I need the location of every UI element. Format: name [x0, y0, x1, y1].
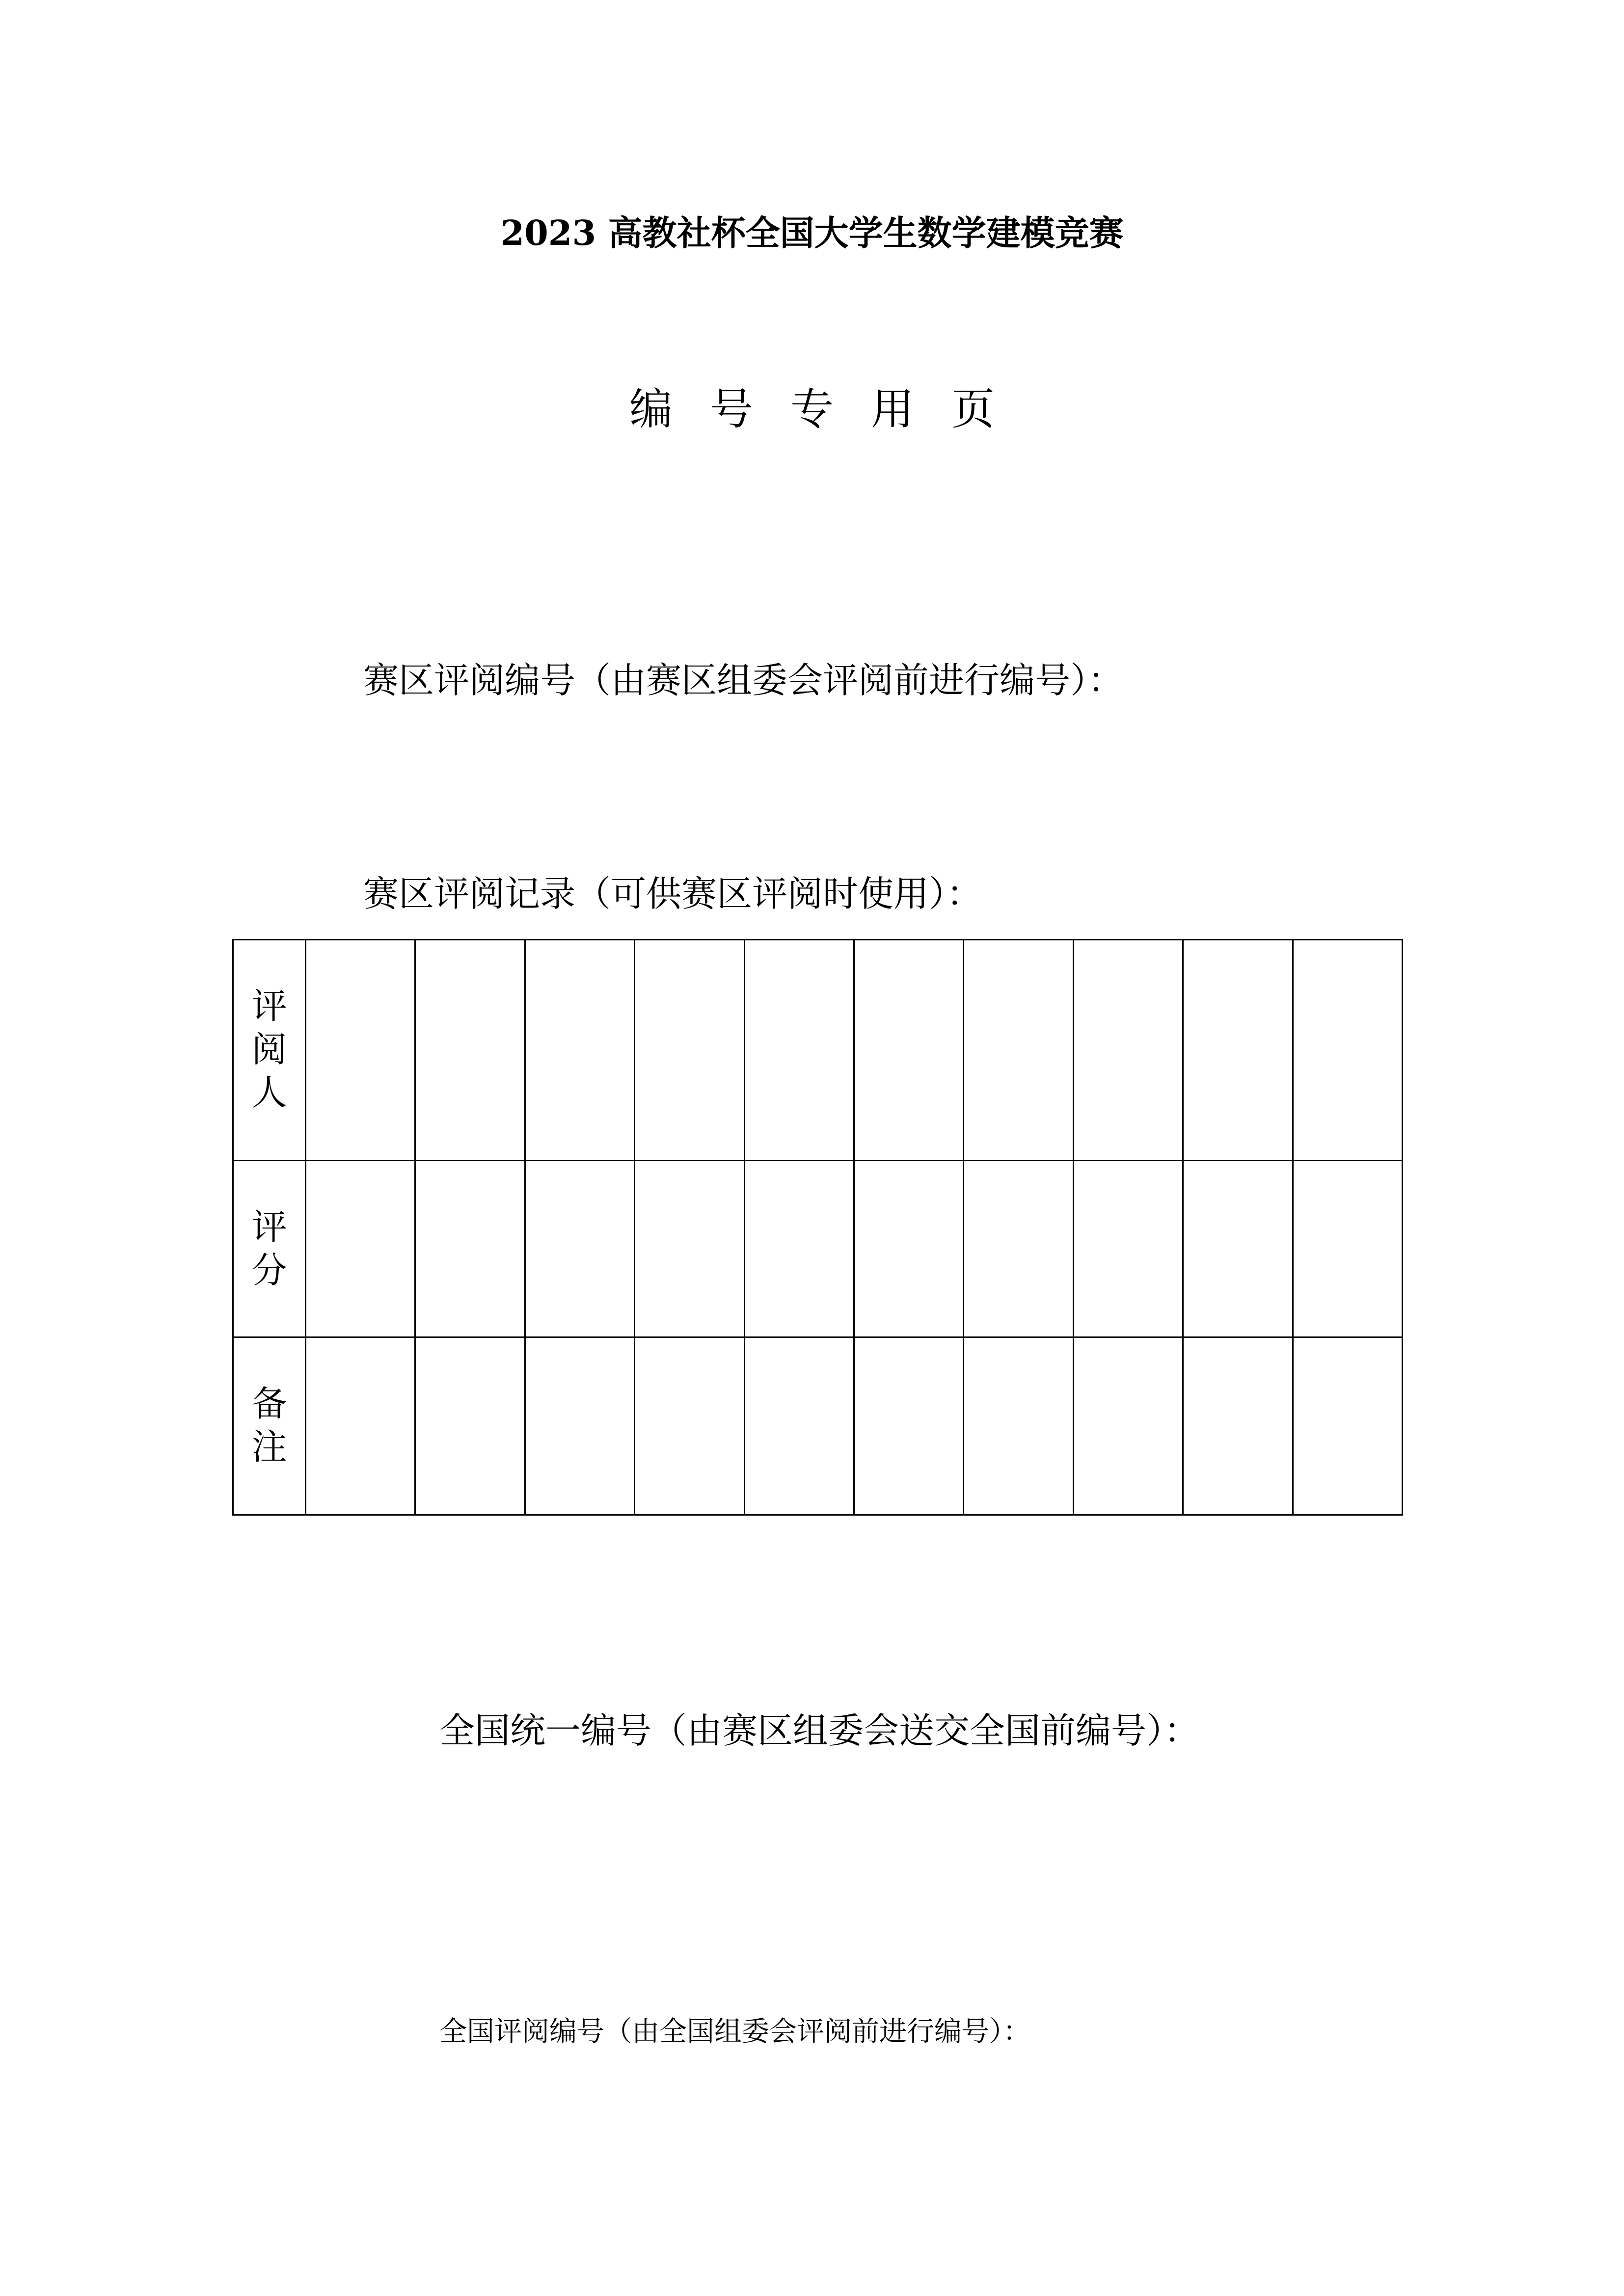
remarks-cell[interactable] — [854, 1337, 963, 1515]
reviewer-cell[interactable] — [1073, 940, 1183, 1161]
reviewer-cell[interactable] — [854, 940, 963, 1161]
reviewer-cell[interactable] — [525, 940, 634, 1161]
page-title: 2023 高教社杯全国大学生数学建模竞赛 — [500, 213, 1124, 253]
score-cell[interactable] — [415, 1161, 525, 1337]
remarks-cell[interactable] — [415, 1337, 525, 1515]
review-record-table — [232, 939, 1403, 1516]
subtitle-char: 专 — [790, 384, 834, 434]
row-header-reviewer: 评阅人 — [233, 940, 306, 1161]
subtitle-char: 用 — [871, 384, 915, 434]
remarks-cell[interactable] — [964, 1337, 1073, 1515]
score-cell[interactable] — [1073, 1161, 1183, 1337]
table-row-remarks — [233, 1337, 1403, 1515]
reviewer-cell[interactable] — [306, 940, 415, 1161]
reviewer-cell[interactable] — [635, 940, 744, 1161]
remarks-cell[interactable] — [635, 1337, 744, 1515]
reviewer-cell[interactable] — [1293, 940, 1402, 1161]
remarks-cell[interactable] — [525, 1337, 634, 1515]
reviewer-cell[interactable] — [744, 940, 854, 1161]
score-cell[interactable] — [1293, 1161, 1402, 1337]
page-subtitle — [0, 384, 1624, 434]
score-cell[interactable] — [525, 1161, 634, 1337]
table-row-score — [233, 1161, 1403, 1337]
national-unified-number-label: 全国统一编号（由赛区组委会送交全国前编号）： — [439, 1710, 1200, 1751]
score-cell[interactable] — [854, 1161, 963, 1337]
remarks-cell[interactable] — [306, 1337, 415, 1515]
subtitle-char: 编 — [629, 384, 673, 434]
score-cell[interactable] — [635, 1161, 744, 1337]
remarks-cell[interactable] — [1293, 1337, 1402, 1515]
row-header-score: 评分 — [233, 1161, 306, 1337]
regional-review-number-label: 赛区评阅编号（由赛区组委会评阅前进行编号）： — [363, 660, 1124, 701]
regional-review-record-label: 赛区评阅记录（可供赛区评阅时使用）： — [363, 873, 982, 914]
remarks-cell[interactable] — [744, 1337, 854, 1515]
table-row-reviewer — [233, 940, 1403, 1161]
score-cell[interactable] — [306, 1161, 415, 1337]
reviewer-cell[interactable] — [415, 940, 525, 1161]
score-cell[interactable] — [964, 1161, 1073, 1337]
reviewer-cell[interactable] — [964, 940, 1073, 1161]
reviewer-cell[interactable] — [1183, 940, 1293, 1161]
subtitle-char: 页 — [951, 384, 995, 434]
score-cell[interactable] — [744, 1161, 854, 1337]
remarks-cell[interactable] — [1183, 1337, 1293, 1515]
remarks-cell[interactable] — [1073, 1337, 1183, 1515]
subtitle-char: 号 — [709, 384, 753, 434]
row-header-remarks: 备注 — [233, 1337, 306, 1515]
national-review-number-label: 全国评阅编号（由全国组委会评阅前进行编号）： — [439, 2016, 1030, 2048]
score-cell[interactable] — [1183, 1161, 1293, 1337]
